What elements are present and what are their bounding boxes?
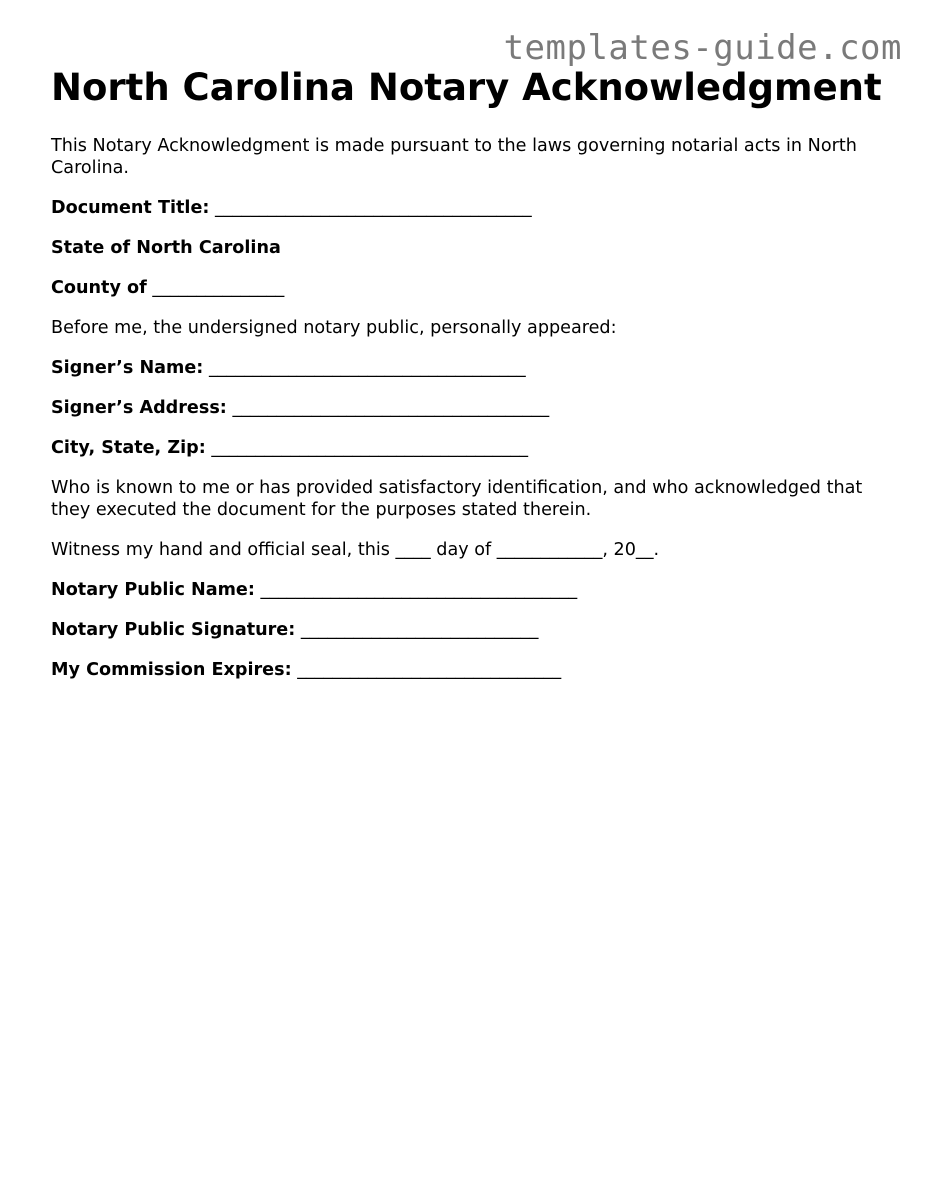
- city-state-zip-field: [51, 437, 871, 459]
- county-field: [51, 277, 871, 299]
- document-title-field: [51, 197, 871, 219]
- commission-expires-label: My Commission Expires:: [51, 660, 292, 680]
- state-label: State of North Carolina: [51, 238, 281, 258]
- county-label: County of: [51, 278, 147, 298]
- city-state-zip-label: City, State, Zip:: [51, 438, 206, 458]
- signer-name-blank: ____________________________________: [208, 358, 526, 378]
- document-title-label: Document Title:: [51, 198, 210, 218]
- signer-address-field: [51, 397, 871, 419]
- commission-expires-blank: ______________________________: [297, 660, 562, 680]
- witness-paragraph: Witness my hand and official seal, this ____ day of ____________, 20__.: [51, 540, 660, 560]
- signer-name-label: Signer’s Name:: [51, 358, 204, 378]
- notary-signature-field: [51, 619, 871, 641]
- watermark-text: templates-guide.com: [503, 28, 902, 68]
- state-field: [51, 237, 871, 259]
- signer-address-label: Signer’s Address:: [51, 398, 227, 418]
- commission-expires-field: [51, 659, 871, 681]
- notary-name-blank: ____________________________________: [260, 580, 578, 600]
- known-paragraph: Who is known to me or has provided satisfactory identification, and who acknowledged that they executed the document for the purposes stated therein.: [51, 478, 863, 520]
- document-title-blank: ____________________________________: [215, 198, 532, 218]
- signer-address-blank: ____________________________________: [232, 398, 550, 418]
- notary-name-label: Notary Public Name:: [51, 580, 255, 600]
- appeared-paragraph: Before me, the undersigned notary public, personally appeared:: [51, 318, 617, 338]
- intro-paragraph: This Notary Acknowledgment is made pursuant to the laws governing notarial acts in North Carolina.: [51, 136, 857, 178]
- document-body: [51, 66, 882, 681]
- page-title: North Carolina Notary Acknowledgment: [51, 66, 882, 109]
- notary-signature-label: Notary Public Signature:: [51, 620, 296, 640]
- county-blank: _______________: [152, 278, 285, 298]
- city-state-zip-blank: ____________________________________: [211, 438, 529, 458]
- notary-signature-blank: ___________________________: [300, 620, 539, 640]
- notary-name-field: [51, 579, 871, 601]
- signer-name-field: [51, 357, 871, 379]
